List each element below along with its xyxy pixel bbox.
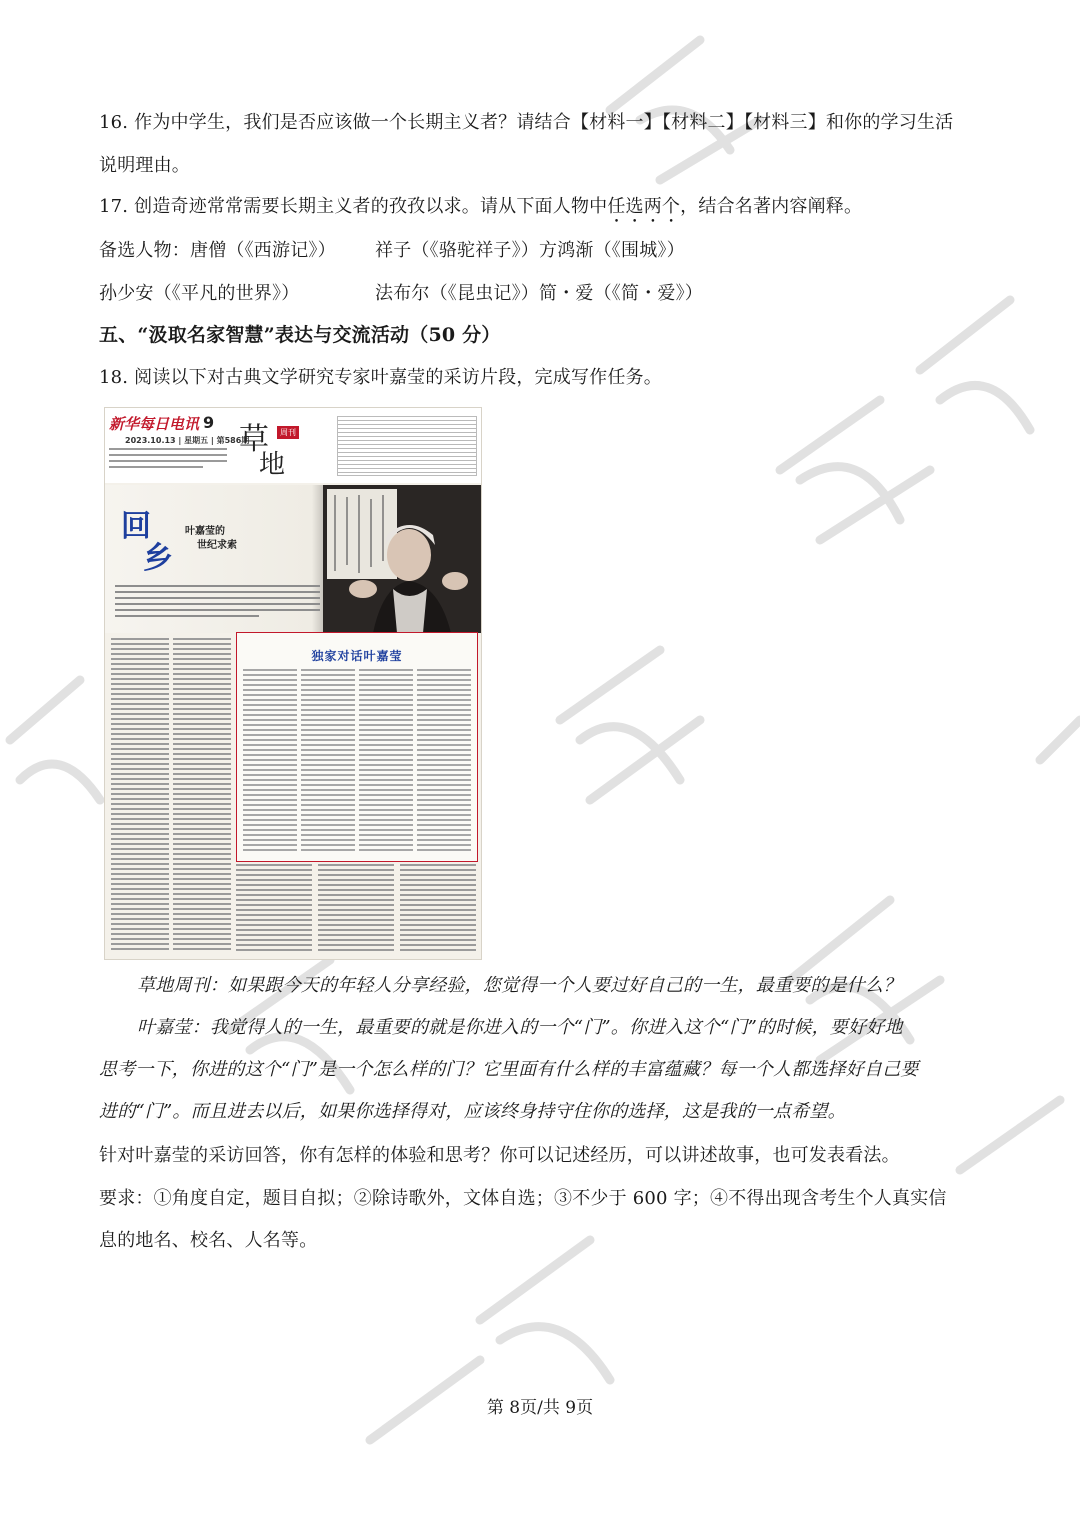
newspaper-credits — [109, 448, 227, 472]
newspaper-page-number: 9 — [203, 413, 215, 432]
question-17 — [99, 195, 862, 227]
article-column-3 — [236, 864, 312, 954]
question-18: 18. 阅读以下对古典文学研究专家叶嘉莹的采访片段，完成写作任务。 — [99, 367, 662, 388]
editor-note-box — [337, 416, 477, 476]
exclusive-dialogue-box — [236, 632, 478, 862]
section-5-heading: 五、“汲取名家智慧”表达与交流活动（50 分） — [99, 324, 501, 346]
interview-answer-line-3: 进的“门”。而且进去以后，如果你选择得对，应该终身持守住你的选择，这是我的一点希望。 — [99, 1101, 846, 1122]
candidates-row-1 — [99, 239, 336, 263]
article-column-2 — [173, 638, 231, 958]
feature-banner — [105, 485, 481, 633]
interview-question: 草地周刊：如果跟今天的年轻人分享经验，您觉得一个人要过好自己的一生，最重要的是什么？ — [137, 975, 902, 996]
question-16-line-2: 说明理由。 — [99, 155, 190, 176]
article-column-1 — [111, 638, 169, 958]
exclusive-dialogue-title: 独家对话叶嘉莹 — [311, 649, 403, 663]
feature-subtitle-line-2: 世纪求索 — [197, 540, 237, 551]
weekly-tag: 周刊 — [277, 426, 299, 439]
feature-subtitle — [185, 525, 237, 553]
article-column-4 — [318, 864, 394, 954]
writing-task: 针对叶嘉莹的采访回答，你有怎样的体验和思考？你可以记述经历，可以讲述故事，也可发表看法。 — [99, 1145, 900, 1166]
interview-answer-line-2: 思考一下，你进的这个“门”是一个怎么样的门？它里面有什么样的丰富蕴藏？每一个人都选择好自己要 — [99, 1059, 919, 1080]
feature-title-char-1: 回 — [121, 509, 151, 544]
column-logo-char-1: 草 — [239, 422, 269, 457]
dialogue-column-2 — [301, 669, 355, 855]
column-logo — [237, 414, 307, 480]
portrait-photo — [323, 485, 481, 633]
writing-requirements-line-2: 息的地名、校名、人名等。 — [99, 1230, 318, 1251]
feature-lead-text — [115, 585, 320, 621]
interview-answer-line-1: 叶嘉莹：我觉得人的一生，最重要的就是你进入的一个“门”。你进入这个“门”的时候，要好好地 — [137, 1017, 903, 1038]
dialogue-column-4 — [417, 669, 471, 855]
candidate-xiangzi-fanghongjian: 祥子（《骆驼祥子》）方鸿渐（《围城》） — [375, 240, 685, 261]
column-logo-char-2: 地 — [259, 450, 286, 480]
feature-title-char-2: 乡 — [143, 541, 173, 576]
page-footer: 第 8页/共 9页 — [486, 1398, 594, 1418]
dialogue-column-3 — [359, 669, 413, 855]
newspaper-date: 2023.10.13 | 星期五 | 第586期 — [125, 436, 250, 445]
newspaper-header — [105, 408, 481, 483]
candidate-tangseng: 唐僧（《西游记》） — [190, 240, 336, 261]
feature-subtitle-line-1: 叶嘉莹的 — [185, 526, 225, 537]
candidate-sunshaoan: 孙少安（《平凡的世界》） — [99, 283, 300, 304]
question-17-text-after: ，结合名著内容阐释。 — [680, 196, 863, 217]
question-17-text-before: 17. 创造奇迹常常需要长期主义者的孜孜以求。请从下面人物中 — [99, 196, 608, 217]
newspaper-clipping — [104, 407, 482, 960]
article-column-5 — [400, 864, 476, 954]
question-17-emphasis: 任选两个 — [607, 196, 681, 217]
feature-title — [121, 501, 181, 576]
candidates-label: 备选人物： — [99, 240, 190, 261]
newspaper-masthead: 新华每日电讯 — [109, 415, 200, 433]
dialogue-column-1 — [243, 669, 297, 855]
question-16-line-1: 16. 作为中学生，我们是否应该做一个长期主义者？请结合【材料一】【材料二】【材料三】和你的学习生活 — [99, 112, 954, 133]
candidate-fabuer-jianai: 法布尔（《昆虫记》）简・爱（《简・爱》） — [375, 283, 703, 304]
writing-requirements-line-1: 要求：①角度自定，题目自拟；②除诗歌外，文体自选；③不少于 600 字；④不得出现含考生个人真实信 — [99, 1188, 947, 1209]
